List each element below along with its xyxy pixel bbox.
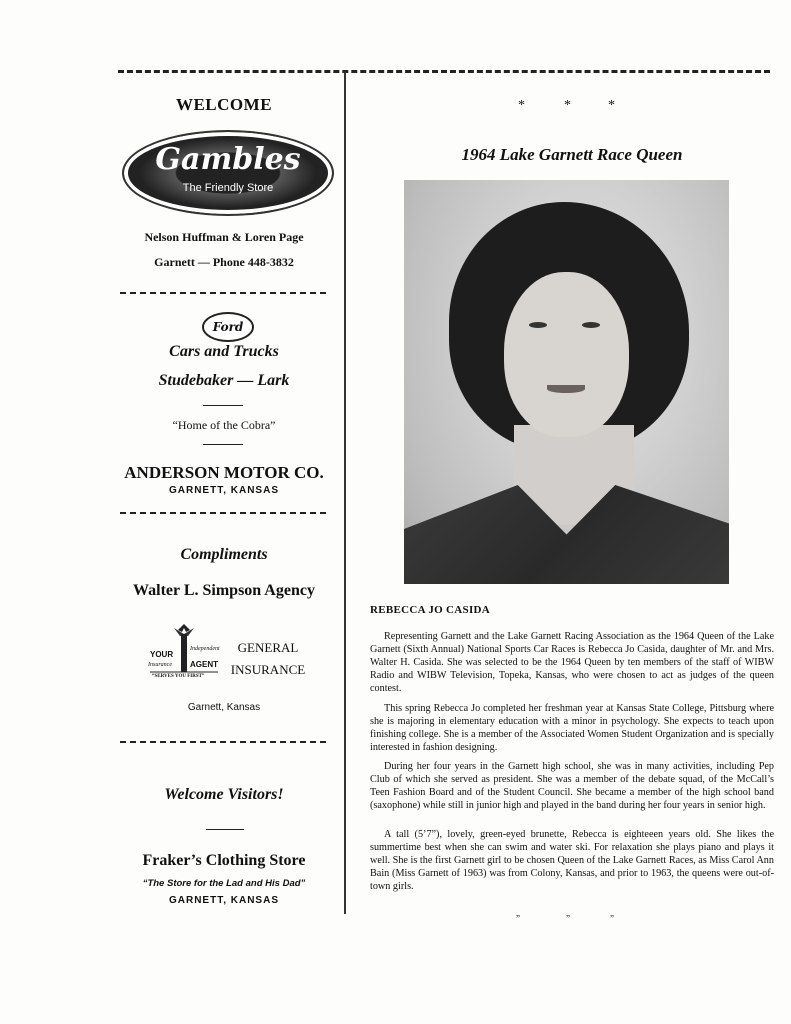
short-rule (206, 829, 244, 830)
cobra-slogan: “Home of the Cobra” (172, 418, 276, 432)
section-divider (120, 512, 326, 514)
anderson-city: GARNETT, KANSAS (168, 485, 279, 496)
article-paragraph: During her four years in the Garnett high school, she was in many activities, including Pep Club of which she served as president. She was a member of the debate squad, of the McCall’s Teen Fashion Board and of the Student Council. She became a member of the high school band (saxophone) while still in junior high and played in the band during her four years in senior high. (370, 761, 774, 811)
agent-logo-insurance: Insurance (148, 662, 172, 668)
welcome-visitors: Welcome Visitors! (164, 786, 284, 803)
gambles-owners: Nelson Huffman & Loren Page (144, 230, 304, 244)
column-divider (344, 72, 346, 914)
anderson-motor: ANDERSON MOTOR CO. (124, 463, 324, 482)
section-divider (120, 292, 326, 294)
agent-logo-serves: “SERVES YOU FIRST” (152, 674, 205, 679)
general-label: GENERAL (237, 640, 299, 655)
studebaker-lark: Studebaker — Lark (158, 372, 290, 389)
article-paragraph: This spring Rebecca Jo completed her freshman year at Kansas State College, Pittsburg where she is majoring in elementary education with a minor in psychology. She expects to teach upon finishing college. She is a member of the Associated Women Student Organization and is specially interested in fashion designing. (370, 703, 774, 753)
simpson-city: Garnett, Kansas (187, 702, 261, 713)
section-divider (120, 741, 326, 743)
bottom-ornament: „ (566, 908, 570, 918)
compliments: Compliments (180, 546, 268, 563)
frakers-city: GARNETT, KANSAS (168, 895, 279, 906)
article-paragraph: A tall (5’7”), lovely, green-eyed brunette, Rebecca is eighteeen years old. She likes the summertime best when she can swim and water ski. For relaxation she plays piano and plays it well. She is the first Garnett girl to be chosen Queen of the Lake Garnett Races, as Miss Carol Ann Bain (Miss Garnett of 1963) was from Colony, Kansas, and prior to 1963, the queens were out-of-town girls. (370, 829, 774, 892)
name-heading: REBECCA JO CASIDA (370, 604, 491, 616)
top-dashed-rule (118, 70, 770, 73)
bottom-ornament: „ (516, 908, 520, 918)
frakers-store: Fraker’s Clothing Store (142, 852, 306, 869)
bottom-ornament: „ (610, 908, 614, 918)
gambles-logo (122, 130, 334, 216)
agent-logo-agent: AGENT (190, 660, 218, 669)
independent-agent-logo (148, 622, 220, 680)
welcome-heading: WELCOME (175, 95, 273, 114)
ford-logo: Ford (202, 312, 254, 342)
cars-trucks: Cars and Trucks (169, 343, 279, 360)
queen-portrait-photo (404, 180, 729, 584)
insurance-label: INSURANCE (230, 662, 306, 677)
simpson-agency: Walter L. Simpson Agency (133, 582, 315, 599)
article-paragraph: Representing Garnett and the Lake Garnett Racing Association as the 1964 Queen of the Lake Garnett (Sixth Annual) National Sports Car Races is Rebecca Jo Casida, daughter of Mr. and Mrs. Walter H. Casida. She was selected to be the 1964 Queen by ten members of the staff of WIBW Radio and WIBW Television, Topeka, Kansas, who were chosen to act as judges of the queen contest. (370, 631, 774, 694)
agent-logo-your: YOUR (150, 650, 174, 659)
short-rule (203, 405, 243, 406)
frakers-slogan: “The Store for the Lad and His Dad” (142, 878, 306, 889)
race-queen-title: 1964 Lake Garnett Race Queen (461, 145, 683, 164)
gambles-phone: Garnett — Phone 448-3832 (154, 255, 294, 269)
gambles-logo-name: Gambles (155, 142, 301, 177)
ornament-star: * (608, 98, 615, 113)
agent-logo-independent: Independent (190, 646, 220, 652)
ornament-star: * (518, 98, 525, 113)
gambles-logo-tagline: The Friendly Store (182, 182, 274, 194)
ornament-star: * (564, 98, 571, 113)
short-rule (203, 444, 243, 445)
